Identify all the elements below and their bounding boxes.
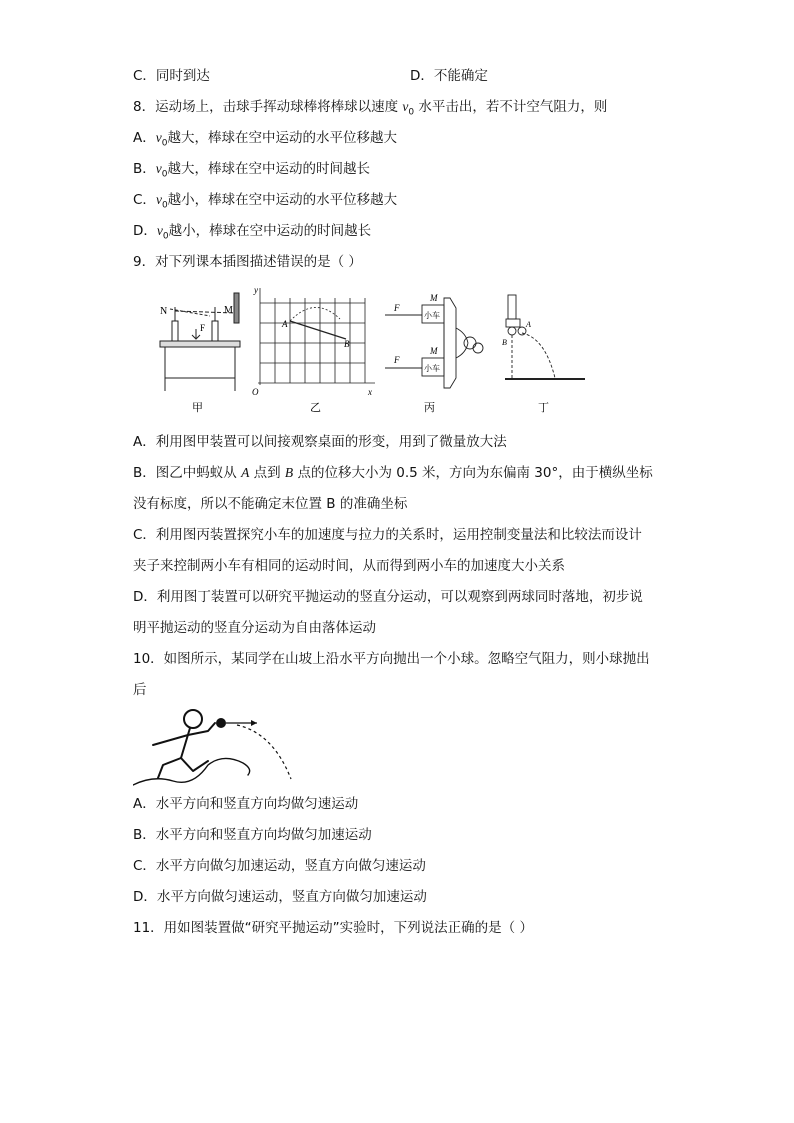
q9-option-d-line1: D．利用图丁装置可以研究平抛运动的竖直分运动，可以观察到两球同时落地，初步说 bbox=[133, 589, 643, 605]
q8-stem: 8．运动场上，击球手挥动球棒将棒球以速度 $v_0$ 水平击出，若不计空气阻力，则 bbox=[133, 99, 608, 118]
q9-option-a: A．利用图甲装置可以间接观察桌面的形变，用到了微量放大法 bbox=[133, 434, 507, 450]
q10-figure-stick-figure bbox=[133, 703, 303, 788]
fig-mark-F2: F bbox=[394, 355, 400, 365]
q10-option-a: A．水平方向和竖直方向均做匀速运动 bbox=[133, 796, 359, 812]
fig-mark-y: y bbox=[254, 285, 258, 295]
q8-option-d: D．$v_0$越小，棒球在空中运动的时间越长 bbox=[133, 223, 372, 242]
fig-car2: 小车 bbox=[424, 364, 440, 373]
q9-figures bbox=[150, 283, 590, 418]
figure-yi bbox=[258, 288, 375, 385]
q8-option-c: C．$v_0$越小，棒球在空中运动的水平位移越大 bbox=[133, 192, 398, 211]
q10-option-b: B．水平方向和竖直方向均做匀加速运动 bbox=[133, 827, 372, 843]
fig-mark-O: O bbox=[252, 387, 259, 397]
fig-mark-N: N bbox=[160, 306, 168, 317]
fig-label-bing: 丙 bbox=[424, 402, 435, 414]
q8-option-a: A．$v_0$越大，棒球在空中运动的水平位移越大 bbox=[133, 130, 397, 149]
figure-ding bbox=[505, 295, 585, 379]
q9-option-d-line2: 明平抛运动的竖直分运动为自由落体运动 bbox=[133, 620, 376, 636]
q9-stem: 9．对下列课本插图描述错误的是（ ） bbox=[133, 254, 362, 270]
q7-option-c: C．同时到达 bbox=[133, 68, 210, 84]
fig-mark-F: F bbox=[200, 323, 206, 333]
fig-label-yi: 乙 bbox=[310, 402, 321, 414]
q9-option-b-line1: B．图乙中蚂蚁从 A 点到 B 点的位移大小为 0.5 米，方向为东偏南 30°，由于横纵坐标 bbox=[133, 465, 653, 481]
q10-option-d: D．水平方向做匀速运动，竖直方向做匀加速运动 bbox=[133, 889, 427, 905]
q7-option-d: D．不能确定 bbox=[410, 68, 488, 84]
fig-mark-x: x bbox=[368, 387, 372, 397]
q8-option-b: B．$v_0$越大，棒球在空中运动的时间越长 bbox=[133, 161, 370, 180]
fig-car1: 小车 bbox=[424, 311, 440, 320]
fig-mark-dA: A bbox=[526, 320, 531, 329]
q10-stem-line2: 后 bbox=[133, 682, 147, 698]
q9-option-c-line2: 夹子来控制两小车有相同的运动时间，从而得到两小车的加速度大小关系 bbox=[133, 558, 565, 574]
q10-option-c: C．水平方向做匀加速运动，竖直方向做匀速运动 bbox=[133, 858, 426, 874]
q9-option-b-line2: 没有标度，所以不能确定末位置 B 的准确坐标 bbox=[133, 496, 408, 512]
fig-mark-M1: M bbox=[430, 293, 438, 303]
fig-mark-A: A bbox=[282, 319, 288, 329]
fig-mark-F1: F bbox=[394, 303, 400, 313]
fig-mark-M: M bbox=[224, 305, 233, 316]
q11-stem: 11．用如图装置做“研究平抛运动”实验时，下列说法正确的是（ ） bbox=[133, 920, 533, 936]
fig-label-ding: 丁 bbox=[538, 402, 549, 414]
fig-mark-B: B bbox=[344, 339, 350, 349]
fig-label-jia: 甲 bbox=[192, 402, 203, 414]
q10-stem-line1: 10．如图所示，某同学在山坡上沿水平方向抛出一个小球。忽略空气阻力，则小球抛出 bbox=[133, 651, 650, 667]
fig-mark-M2: M bbox=[430, 346, 438, 356]
fig-mark-dB: B bbox=[502, 338, 507, 347]
q9-option-c-line1: C．利用图丙装置探究小车的加速度与拉力的关系时，运用控制变量法和比较法而设计 bbox=[133, 527, 642, 543]
